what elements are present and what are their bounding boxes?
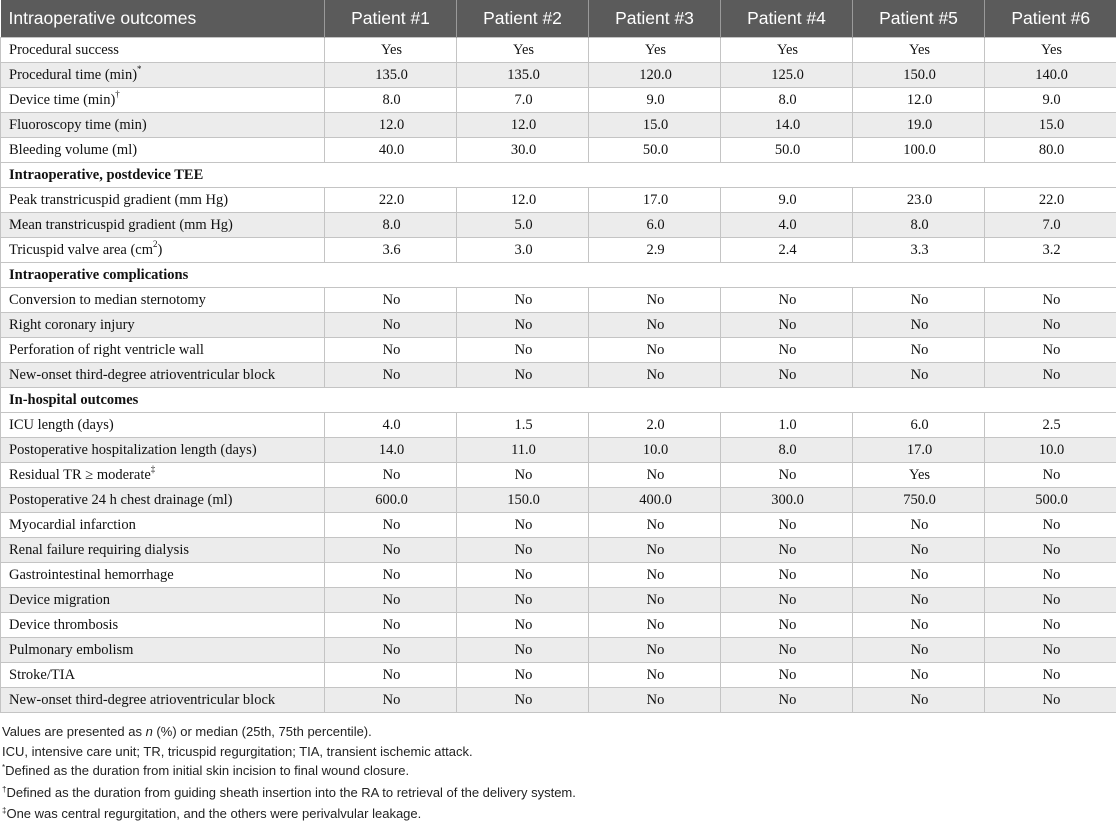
cell-patient-5: No [853,513,985,538]
row-label-text: Device thrombosis [9,617,118,633]
cell-patient-1: 3.6 [325,238,457,263]
cell-patient-4: 2.4 [721,238,853,263]
header-patient-1: Patient #1 [325,0,457,38]
cell-patient-3: No [589,363,721,388]
row-label [1,88,325,113]
row-label-text: Fluoroscopy time (min) [9,117,147,133]
footnote-values-text-end: (%) or median (25th, 75th percentile). [153,724,372,739]
row-label [1,138,325,163]
row-label-text: Tricuspid valve area (cm [9,242,153,258]
row-label [1,113,325,138]
cell-patient-3: 6.0 [589,213,721,238]
table-row [1,63,1116,88]
cell-patient-1: 8.0 [325,213,457,238]
cell-patient-6: No [985,638,1116,663]
row-label-text: Renal failure requiring dialysis [9,542,189,558]
cell-patient-2: No [457,288,589,313]
cell-patient-4: Yes [721,38,853,63]
row-label [1,513,325,538]
cell-patient-1: 600.0 [325,488,457,513]
table-footnotes [0,713,1116,826]
cell-patient-1: No [325,538,457,563]
table-row [1,238,1116,263]
cell-patient-1: No [325,513,457,538]
cell-patient-4: 8.0 [721,438,853,463]
row-label-text: Gastrointestinal hemorrhage [9,567,174,583]
cell-patient-5: 150.0 [853,63,985,88]
table-row [1,213,1116,238]
cell-patient-3: No [589,338,721,363]
cell-patient-2: No [457,638,589,663]
row-label-superscript: 2 [153,239,158,249]
cell-patient-1: 14.0 [325,438,457,463]
cell-patient-2: 30.0 [457,138,589,163]
cell-patient-2: 150.0 [457,488,589,513]
cell-patient-6: No [985,513,1116,538]
cell-patient-2: No [457,688,589,713]
cell-patient-6: No [985,288,1116,313]
cell-patient-2: Yes [457,38,589,63]
row-label-text: Bleeding volume (ml) [9,142,137,158]
row-label-text: Myocardial infarction [9,517,136,533]
cell-patient-1: No [325,663,457,688]
table-row [1,513,1116,538]
row-label-text: Residual TR ≥ moderate [9,467,151,483]
cell-patient-5: No [853,588,985,613]
cell-patient-2: 3.0 [457,238,589,263]
cell-patient-5: Yes [853,463,985,488]
row-label [1,488,325,513]
cell-patient-2: 11.0 [457,438,589,463]
cell-patient-4: No [721,613,853,638]
section-header-label: In-hospital outcomes [1,388,1116,413]
cell-patient-3: No [589,613,721,638]
row-label-superscript: ‡ [151,464,156,474]
cell-patient-1: No [325,688,457,713]
cell-patient-5: 100.0 [853,138,985,163]
cell-patient-5: No [853,663,985,688]
cell-patient-5: 12.0 [853,88,985,113]
table-row [1,138,1116,163]
section-header-label: Intraoperative complications [1,263,1116,288]
table-row [1,88,1116,113]
cell-patient-6: 9.0 [985,88,1116,113]
cell-patient-3: 9.0 [589,88,721,113]
footnote-device-time-text: Defined as the duration from guiding sheath insertion into the RA to retrieval of the delivery system. [6,785,575,800]
cell-patient-4: No [721,563,853,588]
header-patient-2: Patient #2 [457,0,589,38]
cell-patient-1: 22.0 [325,188,457,213]
row-label [1,563,325,588]
cell-patient-4: No [721,663,853,688]
cell-patient-1: No [325,638,457,663]
cell-patient-2: No [457,588,589,613]
row-label [1,638,325,663]
cell-patient-4: 125.0 [721,63,853,88]
header-patient-6: Patient #6 [985,0,1116,38]
footnote-mark-asterisk: * [2,763,5,772]
footnote-residual-tr-text: One was central regurgitation, and the others were perivalvular leakage. [6,806,421,821]
row-label [1,363,325,388]
table-row [1,563,1116,588]
cell-patient-1: No [325,288,457,313]
cell-patient-4: No [721,288,853,313]
cell-patient-5: No [853,363,985,388]
table-body [1,38,1116,713]
cell-patient-4: No [721,638,853,663]
row-label-text: New-onset third-degree atrioventricular block [9,367,275,383]
row-label [1,413,325,438]
row-label [1,463,325,488]
cell-patient-3: No [589,588,721,613]
row-label-text: Device time (min) [9,92,115,108]
cell-patient-4: No [721,588,853,613]
header-patient-4: Patient #4 [721,0,853,38]
table-row [1,363,1116,388]
cell-patient-6: No [985,538,1116,563]
cell-patient-6: 80.0 [985,138,1116,163]
cell-patient-3: 2.9 [589,238,721,263]
cell-patient-2: 5.0 [457,213,589,238]
cell-patient-4: No [721,363,853,388]
header-patient-3: Patient #3 [589,0,721,38]
cell-patient-2: 7.0 [457,88,589,113]
table-row [1,338,1116,363]
row-label [1,238,325,263]
row-label-text: Right coronary injury [9,317,135,333]
cell-patient-2: No [457,613,589,638]
row-label-superscript: † [115,89,120,99]
row-label-text: Postoperative hospitalization length (days) [9,442,257,458]
row-label [1,38,325,63]
cell-patient-2: 12.0 [457,113,589,138]
cell-patient-1: No [325,313,457,338]
cell-patient-5: No [853,688,985,713]
footnote-residual-tr [2,804,1116,826]
cell-patient-4: 50.0 [721,138,853,163]
footnote-abbreviations: ICU, intensive care unit; TR, tricuspid regurgitation; TIA, transient ischemic attack. [2,742,1116,762]
cell-patient-6: No [985,463,1116,488]
row-label [1,63,325,88]
cell-patient-5: 750.0 [853,488,985,513]
cell-patient-1: No [325,563,457,588]
row-label-text: Perforation of right ventricle wall [9,342,204,358]
cell-patient-5: No [853,288,985,313]
cell-patient-2: No [457,313,589,338]
row-label [1,538,325,563]
cell-patient-6: No [985,588,1116,613]
footnote-values-text: Values are presented as [2,724,146,739]
cell-patient-3: No [589,313,721,338]
row-label-text: Pulmonary embolism [9,642,133,658]
cell-patient-3: 17.0 [589,188,721,213]
cell-patient-3: 400.0 [589,488,721,513]
cell-patient-6: No [985,363,1116,388]
footnote-values [2,722,1116,742]
table-row [1,463,1116,488]
cell-patient-5: 19.0 [853,113,985,138]
row-label [1,188,325,213]
cell-patient-6: Yes [985,38,1116,63]
cell-patient-3: Yes [589,38,721,63]
cell-patient-4: No [721,538,853,563]
cell-patient-1: 40.0 [325,138,457,163]
cell-patient-5: No [853,563,985,588]
table-row [1,638,1116,663]
cell-patient-6: No [985,338,1116,363]
cell-patient-5: No [853,313,985,338]
cell-patient-2: No [457,663,589,688]
footnote-mark-double-dagger: ‡ [2,806,6,815]
table-row [1,538,1116,563]
cell-patient-5: 23.0 [853,188,985,213]
cell-patient-6: No [985,613,1116,638]
cell-patient-6: No [985,563,1116,588]
cell-patient-2: No [457,513,589,538]
cell-patient-2: No [457,363,589,388]
row-label-text: Conversion to median sternotomy [9,292,206,308]
row-label [1,288,325,313]
cell-patient-5: No [853,638,985,663]
table-row [1,38,1116,63]
section-header-row [1,163,1116,188]
cell-patient-6: No [985,663,1116,688]
cell-patient-6: 2.5 [985,413,1116,438]
cell-patient-2: No [457,463,589,488]
cell-patient-3: No [589,563,721,588]
row-label-text: Procedural time (min) [9,67,137,83]
footnote-procedural-time-text: Defined as the duration from initial skin incision to final wound closure. [5,763,409,778]
row-label-text: New-onset third-degree atrioventricular block [9,692,275,708]
table-row [1,438,1116,463]
cell-patient-4: 9.0 [721,188,853,213]
cell-patient-3: No [589,513,721,538]
row-label-text: Mean transtricuspid gradient (mm Hg) [9,217,233,233]
cell-patient-2: No [457,538,589,563]
cell-patient-6: 22.0 [985,188,1116,213]
cell-patient-3: No [589,463,721,488]
cell-patient-3: No [589,663,721,688]
cell-patient-6: 500.0 [985,488,1116,513]
table-row [1,488,1116,513]
cell-patient-6: No [985,313,1116,338]
cell-patient-3: 120.0 [589,63,721,88]
row-label [1,663,325,688]
footnote-values-n: n [146,724,153,739]
header-patient-5: Patient #5 [853,0,985,38]
footnote-procedural-time [2,761,1116,783]
row-label-text: Device migration [9,592,110,608]
section-header-row [1,263,1116,288]
table-row [1,688,1116,713]
cell-patient-5: Yes [853,38,985,63]
cell-patient-1: 12.0 [325,113,457,138]
table-row [1,313,1116,338]
row-label [1,613,325,638]
table-row [1,288,1116,313]
cell-patient-4: 4.0 [721,213,853,238]
cell-patient-3: No [589,638,721,663]
cell-patient-1: No [325,463,457,488]
table-header [1,0,1116,38]
row-label [1,438,325,463]
row-label-superscript: * [137,64,142,74]
cell-patient-2: 12.0 [457,188,589,213]
cell-patient-1: Yes [325,38,457,63]
section-header-row [1,388,1116,413]
cell-patient-5: No [853,538,985,563]
row-label-text: Procedural success [9,42,119,58]
cell-patient-1: 4.0 [325,413,457,438]
cell-patient-4: No [721,688,853,713]
cell-patient-4: 1.0 [721,413,853,438]
cell-patient-4: No [721,338,853,363]
cell-patient-5: 17.0 [853,438,985,463]
table-row [1,588,1116,613]
cell-patient-1: 135.0 [325,63,457,88]
cell-patient-5: No [853,338,985,363]
cell-patient-3: No [589,538,721,563]
cell-patient-3: 15.0 [589,113,721,138]
cell-patient-2: No [457,338,589,363]
row-label-text: ICU length (days) [9,417,114,433]
cell-patient-6: 10.0 [985,438,1116,463]
cell-patient-3: 50.0 [589,138,721,163]
row-label [1,338,325,363]
cell-patient-6: No [985,688,1116,713]
cell-patient-5: 6.0 [853,413,985,438]
cell-patient-1: No [325,363,457,388]
row-label-text: Postoperative 24 h chest drainage (ml) [9,492,232,508]
cell-patient-4: No [721,313,853,338]
header-row [1,0,1116,38]
row-label [1,313,325,338]
cell-patient-4: 14.0 [721,113,853,138]
cell-patient-3: 10.0 [589,438,721,463]
header-outcome-label: Intraoperative outcomes [1,0,325,38]
row-label-text: Peak transtricuspid gradient (mm Hg) [9,192,228,208]
table-row [1,663,1116,688]
row-label [1,588,325,613]
table-row [1,413,1116,438]
row-label [1,213,325,238]
row-label-text: Stroke/TIA [9,667,75,683]
cell-patient-6: 140.0 [985,63,1116,88]
cell-patient-1: No [325,588,457,613]
cell-patient-6: 7.0 [985,213,1116,238]
cell-patient-4: 300.0 [721,488,853,513]
cell-patient-3: No [589,288,721,313]
cell-patient-2: 135.0 [457,63,589,88]
cell-patient-2: No [457,563,589,588]
section-header-label: Intraoperative, postdevice TEE [1,163,1116,188]
table-row [1,188,1116,213]
cell-patient-4: No [721,463,853,488]
row-label [1,688,325,713]
cell-patient-1: No [325,338,457,363]
footnote-device-time [2,783,1116,805]
cell-patient-6: 3.2 [985,238,1116,263]
cell-patient-3: No [589,688,721,713]
cell-patient-4: 8.0 [721,88,853,113]
cell-patient-6: 15.0 [985,113,1116,138]
cell-patient-5: 3.3 [853,238,985,263]
cell-patient-5: No [853,613,985,638]
cell-patient-3: 2.0 [589,413,721,438]
cell-patient-1: 8.0 [325,88,457,113]
footnote-mark-dagger: † [2,785,6,794]
table-row [1,113,1116,138]
row-label-suffix: ) [158,242,163,258]
cell-patient-4: No [721,513,853,538]
table-row [1,613,1116,638]
cell-patient-2: 1.5 [457,413,589,438]
cell-patient-5: 8.0 [853,213,985,238]
cell-patient-1: No [325,613,457,638]
